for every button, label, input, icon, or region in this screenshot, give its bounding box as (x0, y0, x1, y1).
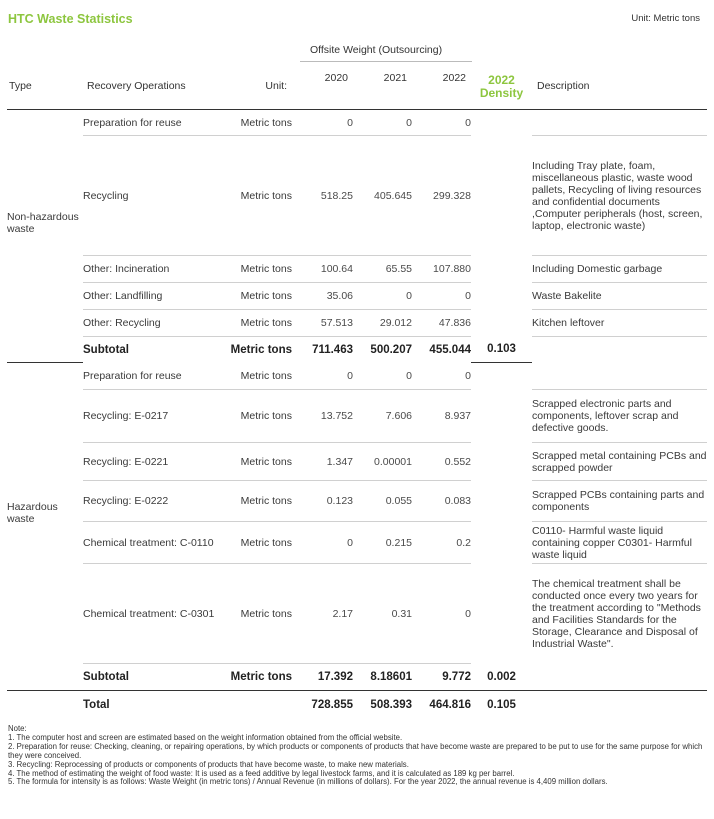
value-2021: 0 (353, 283, 412, 310)
value-2020: 0 (292, 363, 353, 390)
operation-cell: Recycling (83, 136, 215, 256)
unit-cell: Metric tons (215, 283, 292, 310)
value-2020: 0 (292, 110, 353, 136)
operation-cell: Other: Landfilling (83, 283, 215, 310)
col-header-2020: 2020 (292, 63, 353, 110)
note-item: 3. Recycling: Reprocessing of products or components of products that have become waste, to make new materials. (8, 759, 409, 769)
subtotal-row (7, 337, 707, 363)
description-blank (532, 337, 707, 363)
description-blank (532, 691, 707, 719)
operation-cell: Recycling: E-0222 (83, 481, 215, 522)
value-2021: 405.645 (353, 136, 412, 256)
value-2020: 0.123 (292, 481, 353, 522)
description-cell: Scrapped metal containing PCBs and scrapped powder (532, 443, 707, 481)
description-cell (532, 363, 707, 390)
value-2020: 13.752 (292, 390, 353, 443)
value-2020: 0 (292, 522, 353, 564)
operation-cell: Recycling: E-0217 (83, 390, 215, 443)
total-unit-blank (215, 691, 292, 719)
value-2022: 8.937 (412, 390, 471, 443)
description-cell: The chemical treatment shall be conducted once every two years for the treatment according to "Methods and Facilities Standards for the Storage, Clearance and Disposal of Industrial Waste". (532, 577, 701, 650)
table-row (7, 443, 707, 481)
subtotal-row (7, 664, 707, 691)
unit-cell: Metric tons (215, 481, 292, 522)
unit-cell: Metric tons (215, 110, 292, 136)
value-2021: 0 (353, 110, 412, 136)
unit-cell: Metric tons (215, 363, 292, 390)
density-year: 2022 (488, 73, 515, 87)
value-2020: 518.25 (292, 136, 353, 256)
unit-cell: Metric tons (215, 522, 292, 564)
value-2021: 0.31 (353, 564, 412, 664)
description-cell (532, 110, 707, 136)
notes-section (8, 725, 704, 787)
offsite-divider (300, 61, 472, 62)
description-cell: Scrapped PCBs containing parts and components (532, 481, 707, 522)
waste-statistics-table (7, 63, 707, 719)
notes-heading: Note: (8, 724, 27, 733)
col-header-description: Description (532, 63, 707, 110)
value-2021: 29.012 (353, 310, 412, 337)
value-2022: 0 (412, 363, 471, 390)
subtotal-label: Subtotal (83, 343, 129, 356)
type-blank (7, 691, 83, 719)
type-hazardous: Hazardous waste (7, 501, 58, 526)
table-row (7, 481, 707, 522)
total-2022: 464.816 (412, 691, 471, 719)
unit-cell: Metric tons (215, 256, 292, 283)
table-row (7, 310, 707, 337)
unit-cell: Metric tons (215, 310, 292, 337)
unit-cell: Metric tons (215, 564, 292, 664)
total-2021: 508.393 (353, 691, 412, 719)
value-2022: 0.083 (412, 481, 471, 522)
value-2022: 0 (412, 283, 471, 310)
value-2021: 65.55 (353, 256, 412, 283)
value-2021: 0.00001 (353, 443, 412, 481)
header-row (7, 63, 707, 110)
operation-cell: Preparation for reuse (83, 363, 215, 390)
value-2022: 0.552 (412, 443, 471, 481)
description-cell: Kitchen leftover (532, 310, 707, 337)
density-label: Density (479, 86, 524, 100)
subtotal-2020: 711.463 (312, 343, 353, 356)
total-2020: 728.855 (292, 691, 353, 719)
table-row (7, 110, 707, 136)
note-item: 2. Preparation for reuse: Checking, cleaning, or repairing operations, by which products or components of products that have become waste are prepared to be put to use for the same purpose for which they were conceived. (8, 741, 703, 760)
description-blank (532, 664, 707, 691)
total-row (7, 691, 707, 719)
table-row (7, 522, 707, 564)
subtotal-label: Subtotal (83, 671, 129, 683)
page-title: HTC Waste Statistics (8, 12, 133, 26)
subtotal-2022: 455.044 (429, 343, 471, 356)
unit-cell: Metric tons (215, 390, 292, 443)
col-header-2021: 2021 (353, 63, 412, 110)
col-header-type: Type (7, 63, 83, 110)
description-cell: Scrapped electronic parts and components, leftover scrap and defective goods. (532, 390, 707, 443)
table-row (7, 256, 707, 283)
unit-note: Unit: Metric tons (631, 13, 700, 24)
operation-cell: Chemical treatment: C-0110 (83, 522, 215, 564)
subtotal-density: 0.103 (471, 337, 532, 363)
value-2021: 0.215 (353, 522, 412, 564)
value-2022: 0 (412, 110, 471, 136)
value-2022: 107.880 (412, 256, 471, 283)
density-cell (471, 110, 532, 337)
unit-cell: Metric tons (215, 443, 292, 481)
value-2022: 299.328 (412, 136, 471, 256)
total-label: Total (83, 691, 215, 719)
table-row (7, 363, 707, 390)
value-2021: 0.055 (353, 481, 412, 522)
value-2020: 2.17 (292, 564, 353, 664)
subtotal-unit: Metric tons (230, 671, 292, 683)
note-item: 5. The formula for intensity is as follows: Waste Weight (in metric tons) / Annual Revenue (in millions of dollars). For the year 2022, the annual revenue is 4,409 million dollars. (8, 777, 608, 787)
table-row (7, 283, 707, 310)
type-blank (7, 337, 83, 363)
value-2020: 1.347 (292, 443, 353, 481)
value-2020: 100.64 (292, 256, 353, 283)
subtotal-density: 0.002 (487, 670, 516, 683)
value-2020: 35.06 (292, 283, 353, 310)
description-cell: Including Domestic garbage (532, 256, 707, 283)
value-2021: 0 (353, 363, 412, 390)
col-header-unit: Unit: (215, 63, 292, 110)
type-nonhazardous: Non-hazardous waste (7, 211, 79, 236)
table-row (7, 390, 707, 443)
operation-cell: Other: Incineration (83, 256, 215, 283)
value-2022: 0.2 (412, 522, 471, 564)
operation-cell: Preparation for reuse (83, 110, 215, 136)
col-header-2022: 2022 (412, 63, 471, 110)
value-2022: 47.836 (412, 310, 471, 337)
value-2021: 7.606 (353, 390, 412, 443)
offsite-weight-label: Offsite Weight (Outsourcing) (310, 44, 443, 56)
unit-cell: Metric tons (215, 136, 292, 256)
note-item: 1. The computer host and screen are estimated based on the weight information obtained from the official website. (8, 732, 403, 742)
total-density: 0.105 (471, 691, 532, 719)
operation-cell: Other: Recycling (83, 310, 215, 337)
value-2020: 57.513 (292, 310, 353, 337)
description-cell: Including Tray plate, foam, miscellaneous plastic, waste wood pallets, Recycling of living resources and confidential documents ,Computer peripherals (host, screen, laptop, electronic waste) (532, 136, 707, 256)
operation-cell: Recycling: E-0221 (83, 443, 215, 481)
col-header-density (471, 63, 532, 110)
col-header-recovery: Recovery Operations (83, 63, 215, 110)
density-cell (471, 363, 532, 664)
subtotal-unit: Metric tons (230, 343, 292, 356)
table-row (7, 136, 707, 256)
subtotal-2021: 500.207 (370, 343, 412, 356)
value-2022: 0 (412, 564, 471, 664)
subtotal-2020: 17.392 (317, 671, 353, 683)
subtotal-2021: 8.18601 (370, 671, 412, 683)
operation-cell: Chemical treatment: C-0301 (83, 564, 215, 664)
description-cell: C0110- Harmful waste liquid containing copper C0301- Harmful waste liquid (532, 522, 707, 564)
type-blank (7, 664, 83, 691)
description-cell: Waste Bakelite (532, 283, 707, 310)
subtotal-2022: 9.772 (442, 671, 471, 683)
note-item: 4. The method of estimating the weight of food waste: It is used as a feed additive by legal livestock farms, and it is calculated as 189 kg per barrel. (8, 768, 515, 778)
table-row (7, 564, 707, 664)
